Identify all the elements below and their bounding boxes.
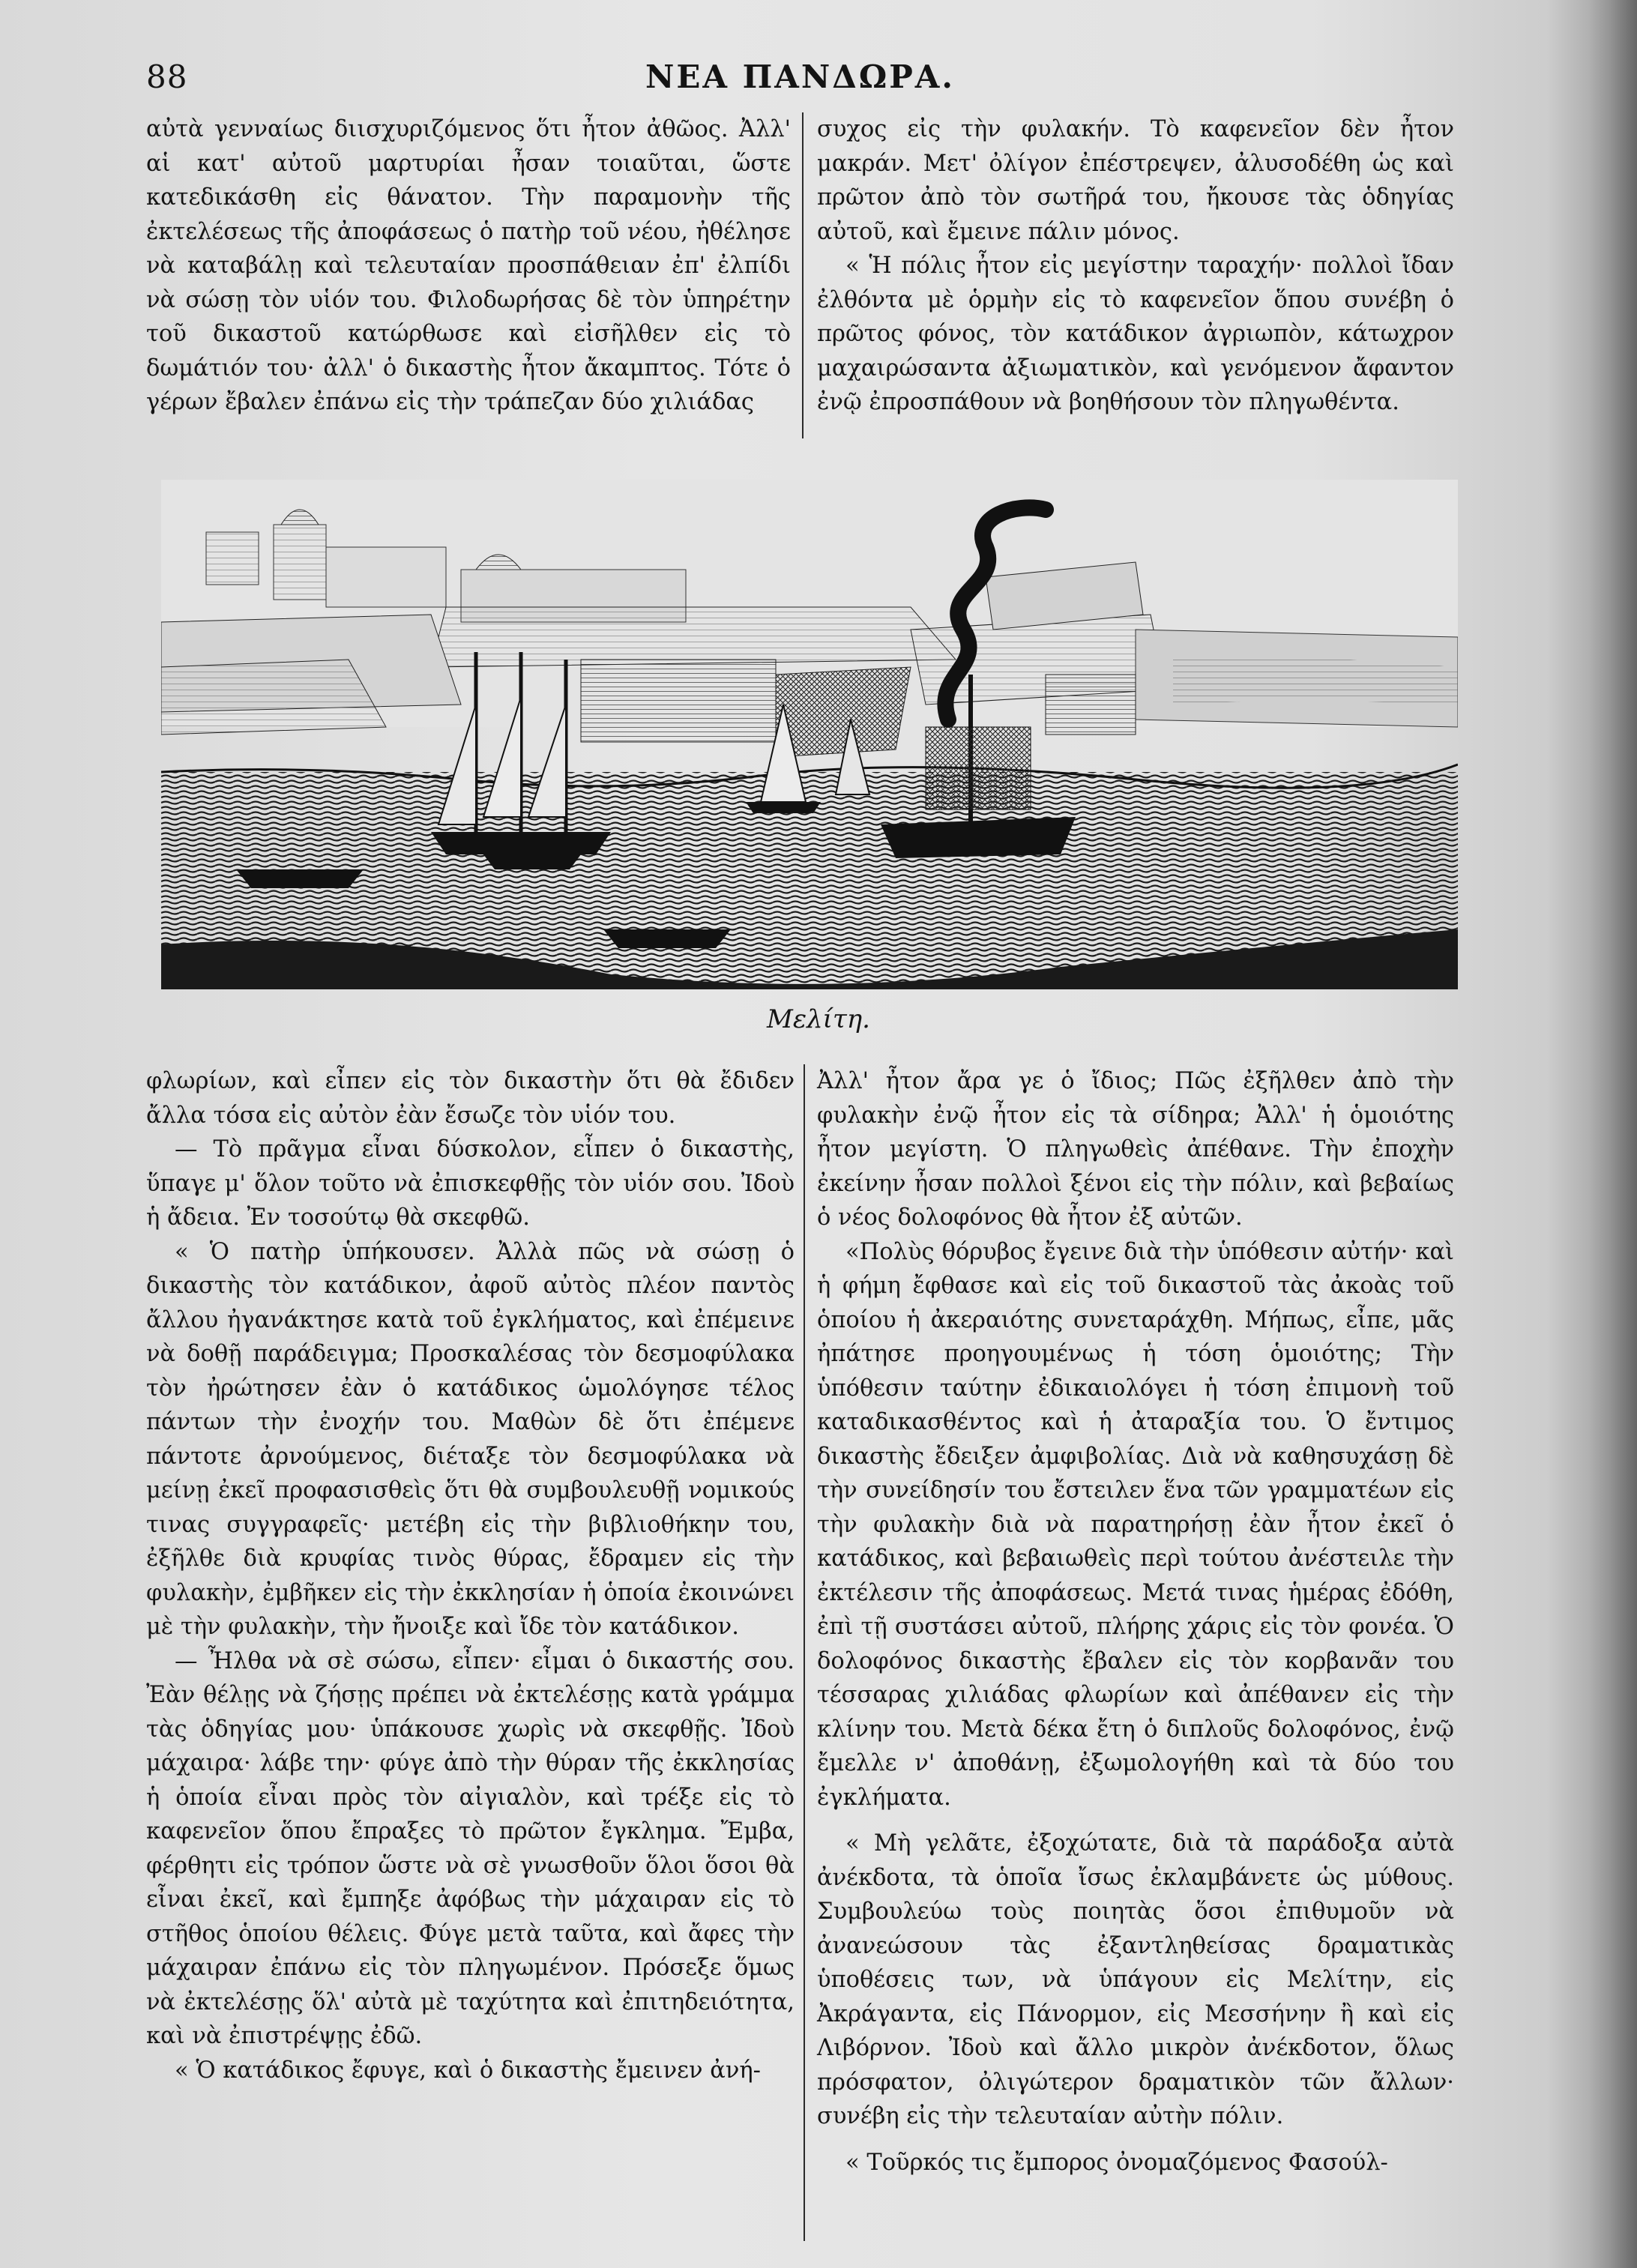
page-number: 88 — [146, 58, 188, 95]
top-right-column — [817, 112, 1454, 420]
rowboat-foreground — [603, 929, 731, 948]
paragraph: « Ἡ πόλις ἦτον εἰς μεγίστην ταραχήν· πολλοὶ ἴδαν ἐλθόντα μὲ ὁρμὴν εἰς τὸ καφενεῖον ὅπου συνέβη ὁ πρῶτος φόνος, τὸν κατάδικον ἀγριωπὸν, κάτωχρον μαχαιρώσαντα ἀξιωματικὸν, καὶ γενόμενον ἄφαντον ἐνῷ ἐπροσπάθουν νὰ βοηθήσουν τὸν πληγωθέντα. — [817, 253, 1454, 415]
paragraph: συχος εἰς τὴν φυλακήν. Τὸ καφενεῖον δὲν ἦτον μακράν. Μετ' ὀλίγον ἐπέστρεψεν, ἀλυσοδέθη ὡς καὶ πρῶτον ἀπὸ τὸν σωτῆρά του, ἤκουσε τὰς ὁδηγίας αὐτοῦ, καὶ ἔμεινε πάλιν μόνος. — [817, 116, 1454, 245]
top-left-column — [146, 112, 791, 420]
paragraph: — Ἦλθα νὰ σὲ σώσω, εἶπεν· εἶμαι ὁ δικαστής σου. Ἐὰν θέλῃς νὰ ζήσῃς πρέπει νὰ ἐκτελέσῃς κατὰ γράμμα τὰς ὁδηγίας μου· ὑπάκουσε χωρὶς νὰ σκεφθῇς. Ἰδοὺ μάχαιρα· λάβε την· φύγε ἀπὸ τὴν θύραν τῆς ἐκκλησίας ἡ ὁποία εἶναι πρὸς τὸν αἰγιαλὸν, καὶ τρέξε εἰς τὸ καφενεῖον ὅπου ἔπραξες τὸ πρῶτον ἔγκλημα. Ἔμβα, φέρθητι εἰς τρόπον ὥστε νὰ σὲ γνωσθοῦν ὅλοι ὅσοι θὰ εἶναι ἐκεῖ, καὶ ἔμπηξε ἀφόβως τὴν μάχαιραν εἰς τὸ στῆθος ὁποίου θέλεις. Φύγε μετὰ ταῦτα, καὶ ἄφες τὴν μάχαιραν ἐπάνω εἰς τὸν πληγωμένον. Πρόσεξε ὅμως νὰ ἐκτελέσῃς ὅλ' αὐτὰ μὲ ταχύτητα καὶ ἐπιτηδειότητα, καὶ νὰ ἐπιστρέψῃς ἐδῶ. — [146, 1647, 795, 2049]
bottom-right-column — [817, 1064, 1454, 2180]
paragraph: « Τοῦρκός τις ἔμπορος ὀνομαζόμενος Φασούλ- — [845, 2149, 1388, 2176]
paragraph: « Ὁ κατάδικος ἔφυγε, καὶ ὁ δικαστὴς ἔμεινεν ἀνή- — [175, 2057, 761, 2084]
column-rule-top — [802, 112, 804, 438]
running-header — [146, 58, 1454, 103]
harbour-engraving — [161, 480, 1458, 989]
rowboat-center — [483, 854, 581, 869]
paragraph: — Τὸ πρᾶγμα εἶναι δύσκολον, εἶπεν ὁ δικαστὴς, ὕπαγε μ' ὅλον τοῦτο νὰ ἐπισκεφθῇς τὸν υἱόν σου. Ἰδοὺ ἡ ἄδεια. Ἐν τοσούτῳ θὰ σκεφθῶ. — [146, 1136, 795, 1231]
binding-shadow — [1547, 0, 1637, 2268]
rowboat-left — [236, 869, 364, 888]
paragraph: « Μὴ γελᾶτε, ἐξοχώτατε, διὰ τὰ παράδοξα αὐτὰ ἀνέκδοτα, τὰ ὁποῖα ἴσως ἐκλαμβάνετε ὡς μύθους. Συμβουλεύω τοὺς ποιητὰς ὅσοι ἐπιθυμοῦν νὰ ἀνανεώσουν τὰς ἐξαντληθείσας δραματικὰς ὑποθέσεις των, νὰ ὑπάγουν εἰς Μελίτην, εἰς Ἀκράγαντα, εἰς Πάνορμον, εἰς Μεσσήνην ἢ καὶ εἰς Λιβόρνον. Ἰδοὺ καὶ ἄλλο μικρὸν ἀνέκδοτον, ὅλως πρόσφατον, ὀλιγώτερον δραματικὸν τῶν ἄλλων· συνέβη εἰς τὴν τελευταίαν αὐτὴν πόλιν. — [817, 1830, 1454, 2129]
column-rule-bottom — [804, 1064, 805, 2241]
paragraph: Ἀλλ' ἦτον ἄρα γε ὁ ἴδιος; Πῶς ἐξῆλθεν ἀπὸ τὴν φυλακὴν ἐνῷ ἦτον εἰς τὰ σίδηρα; Ἀλλ' ἡ ὁμοιότης ἦτον μεγίστη. Ὁ πληγωθεὶς ἀπέθανε. Τὴν ἐποχὴν ἐκείνην ἦσαν πολλοὶ ξένοι εἰς τὴν πόλιν, καὶ βεβαίως ὁ νέος δολοφόνος θὰ ἦτον ἐξ αὐτῶν. — [817, 1068, 1454, 1231]
paragraph: «Πολὺς θόρυβος ἔγεινε διὰ τὴν ὑπόθεσιν αὐτήν· καὶ ἡ φήμη ἔφθασε καὶ εἰς τοῦ δικαστοῦ τὰς ἀκοὰς τοῦ ὁποίου ἡ ἀκεραιότης συνεταράχθη. Μήπως, εἶπε, μᾶς ἠπάτησε προηγουμένως ἡ τόση ὁμοιότης; Τὴν ὑπόθεσιν ταύτην ἐδικαιολόγει ἡ τόση ἐπιμονὴ τοῦ καταδικασθέντος καὶ ἡ ἀταραξία του. Ὁ ἔντιμος δικαστὴς ἔδειξεν ἀμφιβολίας. Διὰ νὰ καθησυχάσῃ δὲ τὴν συνείδησίν του ἔστειλεν ἕνα τῶν γραμματέων εἰς τὴν φυλακὴν διὰ νὰ παρατηρήσῃ ἐὰν ἦτον ἐκεῖ ὁ κατάδικος, καὶ βεβαιωθεὶς περὶ τούτου ἀνέστειλε τὴν ἐκτέλεσιν τῆς ἀποφάσεως. Μετά τινας ἡμέρας ἐδόθη, ἐπὶ τῇ συστάσει αὐτοῦ, πλήρης χάρις εἰς τὸν φονέα. Ὁ δολοφόνος δικαστὴς ἔβαλεν εἰς τὸν κορβανᾶν του τέσσαρας χιλιάδας φλωρίων καὶ ἀπέθανεν εἰς τὴν κλίνην του. Μετὰ δέκα ἔτη ὁ διπλοῦς δολοφόνος, ἐνῷ ἔμελλε ν' ἀποθάνῃ, ἐξωμολογήθη καὶ τὰ δύο του ἐγκλήματα. — [817, 1238, 1454, 1811]
paragraph: αὐτὰ γενναίως διισχυριζόμενος ὅτι ἦτον ἀθῶος. Ἀλλ' αἱ κατ' αὐτοῦ μαρτυρίαι ἦσαν τοιαῦται, ὥστε κατεδικάσθη εἰς θάνατον. Τὴν παραμονὴν τῆς ἐκτελέσεως τῆς ἀποφάσεως ὁ πατὴρ τοῦ νέου, ἠθέλησε νὰ καταβάλῃ καὶ τελευταίαν προσπάθειαν ἐπ' ἐλπίδι νὰ σώσῃ τὸν υἱόν του. Φιλοδωρήσας δὲ τὸν ὑπηρέτην τοῦ δικαστοῦ κατώρθωσε καὶ εἰσῆλθεν εἰς τὸ δωμάτιόν του· ἀλλ' ὁ δικαστὴς ἦτον ἄκαμπτος. Τότε ὁ γέρων ἔβαλεν ἐπάνω εἰς τὴν τράπεζαν δύο χιλιάδας — [146, 116, 791, 415]
paragraph: φλωρίων, καὶ εἶπεν εἰς τὸν δικαστὴν ὅτι θὰ ἔδιδεν ἄλλα τόσα εἰς αὐτὸν ἐὰν ἔσωζε τὸν υἱόν του. — [146, 1068, 795, 1129]
journal-title: ΝΕΑ ΠΑΝΔΩΡΑ. — [645, 58, 955, 95]
bottom-left-column — [146, 1064, 795, 2087]
paragraph: « Ὁ πατὴρ ὑπήκουσεν. Ἀλλὰ πῶς νὰ σώσῃ ὁ δικαστὴς τὸν κατάδικον, ἀφοῦ αὐτὸς πλέον παντὸς ἄλλου ἠγανάκτησε κατὰ τοῦ ἐγκλήματος, καὶ ἐπέμεινε νὰ δοθῇ παράδειγμα; Προσκαλέσας τὸν δεσμοφύλακα τὸν ἠρώτησεν ἐὰν ὁ κατάδικος ὡμολόγησε τέλος πάντων τὴν ἐνοχήν του. Μαθὼν δὲ ὅτι ἐπέμενε πάντοτε ἀρνούμενος, διέταξε τὸν δεσμοφύλακα νὰ μείνῃ ἐκεῖ προφασισθεὶς ὅτι θὰ συμβουλευθῇ νομικούς τινας συγγραφεῖς· μετέβη εἰς τὴν βιβλιοθήκην του, ἐξῆλθε διὰ κρυφίας τινὸς θύρας, ἔδραμεν εἰς τὴν φυλακὴν, ἐμβῆκεν εἰς τὴν ἐκκλησίαν ἡ ὁποία ἐκοινώνει μὲ τὴν φυλακὴν, τὴν ἤνοιξε καὶ ἴδε τὸν κατάδικον. — [146, 1238, 795, 1640]
illustration-caption: Μελίτη. — [767, 1004, 870, 1034]
